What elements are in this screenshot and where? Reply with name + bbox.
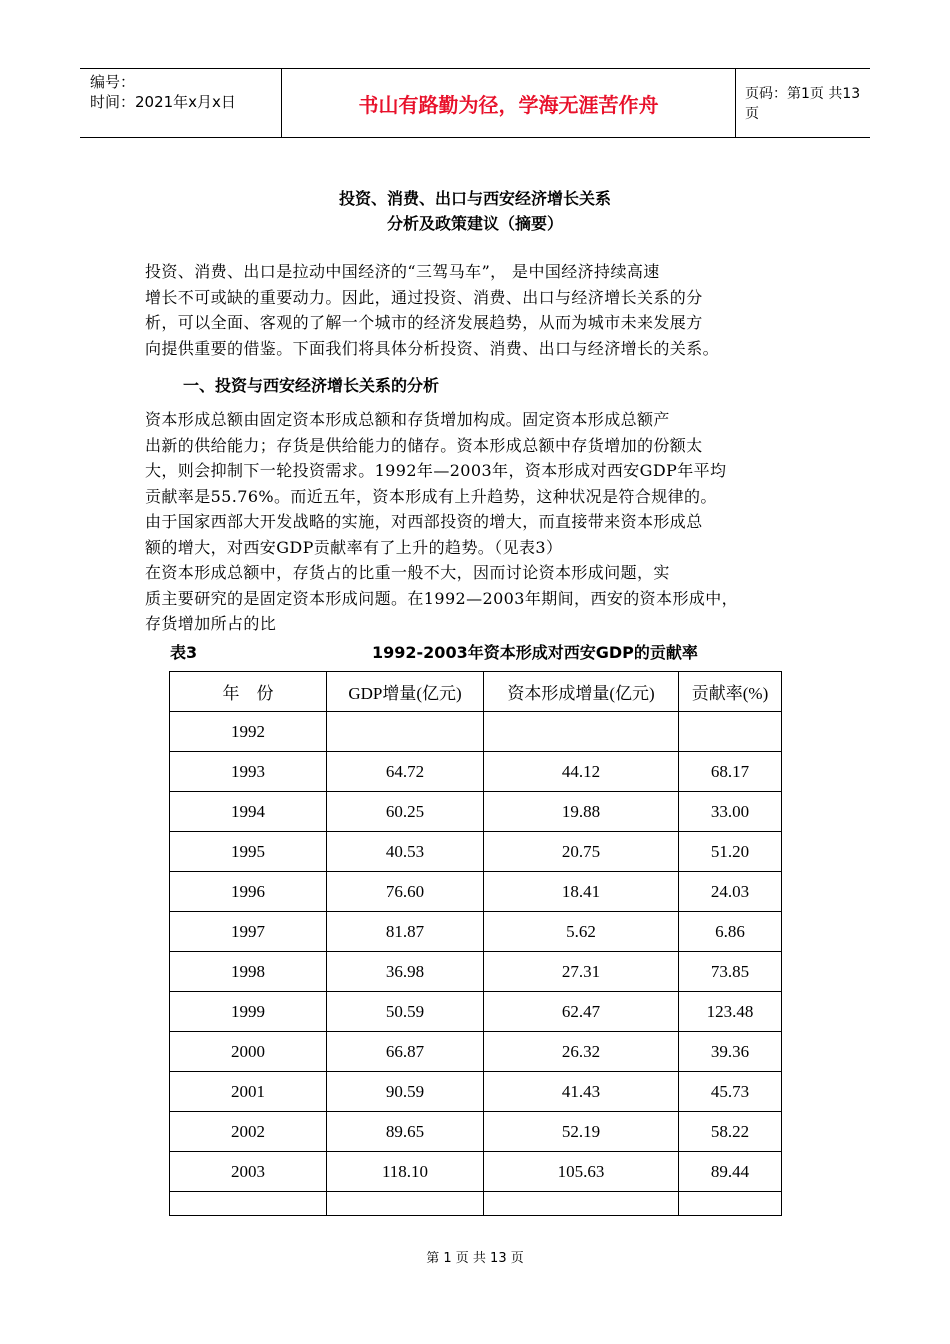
cell-year (170, 1192, 327, 1216)
paragraph-line: 质主要研究的是固定资本形成问题。在1992—2003年期间，西安的资本形成中， (145, 588, 739, 608)
cell-contribution-rate: 24.03 (679, 872, 782, 912)
cell-year: 2001 (170, 1072, 327, 1112)
cell-gdp-increment: 76.60 (327, 872, 484, 912)
table-row (170, 992, 782, 1032)
document-title-line1: 投资、消费、出口与西安经济增长关系 (338, 189, 611, 208)
table-row (170, 792, 782, 832)
cell-contribution-rate: 58.22 (679, 1112, 782, 1152)
column-header-contribution-rate: 贡献率(%) (679, 672, 782, 712)
table-row (170, 1152, 782, 1192)
intro-line: 增长不可或缺的重要动力。因此，通过投资、消费、出口与经济增长关系的分 (145, 287, 703, 307)
cell-contribution-rate: 45.73 (679, 1072, 782, 1112)
cell-contribution-rate: 39.36 (679, 1032, 782, 1072)
table-row (170, 952, 782, 992)
cell-contribution-rate: 89.44 (679, 1152, 782, 1192)
inventory-paragraph (145, 560, 810, 637)
cell-gdp-increment: 36.98 (327, 952, 484, 992)
table-row (170, 712, 782, 752)
cell-contribution-rate: 51.20 (679, 832, 782, 872)
paragraph-line: 大，则会抑制下一轮投资需求。1992年—2003年，资本形成对西安GDP年平均 (145, 461, 727, 480)
cell-gdp-increment: 90.59 (327, 1072, 484, 1112)
cell-capital-increment: 19.88 (484, 792, 679, 832)
cell-gdp-increment: 40.53 (327, 832, 484, 872)
cell-contribution-rate: 33.00 (679, 792, 782, 832)
header-left-cell (80, 69, 280, 137)
header-motto: 书山有路勤为径，学海无涯苦作舟 (358, 92, 659, 117)
cell-gdp-increment (327, 1192, 484, 1216)
cell-contribution-rate (679, 1192, 782, 1216)
cell-gdp-increment (327, 712, 484, 752)
cell-year: 2003 (170, 1152, 327, 1192)
page-footer: 第 1 页 共 13 页 (426, 1251, 524, 1266)
header-motto-cell (281, 69, 736, 137)
intro-line: 投资、消费、出口是拉动中国经济的“三驾马车”， 是中国经济持续高速 (145, 262, 660, 281)
table-row (170, 1072, 782, 1112)
header-page-info: 页码：第1页 共13页 (745, 86, 861, 122)
cell-capital-increment: 20.75 (484, 832, 679, 872)
column-header-capital-increment: 资本形成增量(亿元) (484, 672, 679, 712)
cell-contribution-rate: 123.48 (679, 992, 782, 1032)
cell-capital-increment: 62.47 (484, 992, 679, 1032)
cell-year: 1999 (170, 992, 327, 1032)
cell-year: 1996 (170, 872, 327, 912)
document-time-label: 时间：2021年x月x日 (90, 93, 236, 111)
cell-capital-increment: 105.63 (484, 1152, 679, 1192)
cell-gdp-increment: 66.87 (327, 1032, 484, 1072)
cell-capital-increment: 44.12 (484, 752, 679, 792)
cell-year: 1998 (170, 952, 327, 992)
cell-year: 1997 (170, 912, 327, 952)
capital-formation-paragraph (145, 407, 810, 560)
cell-capital-increment: 26.32 (484, 1032, 679, 1072)
paragraph-line: 出新的供给能力；存货是供给能力的储存。资本形成总额中存货增加的份额太 (145, 435, 703, 455)
cell-contribution-rate: 73.85 (679, 952, 782, 992)
table-row (170, 752, 782, 792)
cell-capital-increment: 5.62 (484, 912, 679, 952)
table-caption: 1992-2003年资本形成对西安GDP的贡献率 (372, 643, 698, 662)
paragraph-line: 在资本形成总额中，存货占的比重一般不大，因而讨论资本形成问题，实 (145, 563, 670, 582)
cell-capital-increment: 18.41 (484, 872, 679, 912)
document-title-line2: 分析及政策建议（摘要） (386, 214, 563, 233)
cell-year: 1994 (170, 792, 327, 832)
cell-gdp-increment: 81.87 (327, 912, 484, 952)
paragraph-line: 额的增大，对西安GDP贡献率有了上升的趋势。（见表3） (145, 537, 563, 557)
paragraph-line: 由于国家西部大开发战略的实施，对西部投资的增大，而直接带来资本形成总 (145, 512, 703, 531)
cell-gdp-increment: 64.72 (327, 752, 484, 792)
cell-year: 1992 (170, 712, 327, 752)
cell-capital-increment: 52.19 (484, 1112, 679, 1152)
cell-year: 1993 (170, 752, 327, 792)
cell-contribution-rate: 68.17 (679, 752, 782, 792)
cell-year: 2002 (170, 1112, 327, 1152)
cell-gdp-increment: 118.10 (327, 1152, 484, 1192)
page-header (80, 68, 870, 138)
contribution-table (169, 671, 782, 1216)
paragraph-line: 存货增加所占的比 (145, 614, 277, 633)
cell-capital-increment: 41.43 (484, 1072, 679, 1112)
table-row (170, 1032, 782, 1072)
document-number-label: 编号： (90, 73, 136, 91)
cell-capital-increment (484, 712, 679, 752)
table-row (170, 912, 782, 952)
intro-line: 向提供重要的借鉴。下面我们将具体分析投资、消费、出口与经济增长的关系。 (145, 338, 720, 358)
cell-year: 1995 (170, 832, 327, 872)
cell-capital-increment (484, 1192, 679, 1216)
cell-year: 2000 (170, 1032, 327, 1072)
table-row (170, 1112, 782, 1152)
table-row (170, 872, 782, 912)
column-header-year: 年 份 (170, 672, 327, 712)
table-row (170, 1192, 782, 1216)
cell-capital-increment: 27.31 (484, 952, 679, 992)
cell-contribution-rate (679, 712, 782, 752)
cell-gdp-increment: 50.59 (327, 992, 484, 1032)
paragraph-line: 资本形成总额由固定资本形成总额和存货增加构成。固定资本形成总额产 (145, 410, 670, 429)
table-label: 表3 (170, 643, 198, 662)
intro-paragraph (145, 259, 810, 361)
column-header-gdp-increment: GDP增量(亿元) (327, 672, 484, 712)
table-header-row (170, 672, 782, 712)
table-row (170, 832, 782, 872)
cell-contribution-rate: 6.86 (679, 912, 782, 952)
intro-line: 析，可以全面、客观的了解一个城市的经济发展趋势，从而为城市未来发展方 (145, 313, 703, 332)
section-heading: 一、投资与西安经济增长关系的分析 (183, 376, 440, 395)
paragraph-line: 贡献率是55.76%。而近五年，资本形成有上升趋势，这种状况是符合规律的。 (145, 486, 717, 506)
cell-gdp-increment: 89.65 (327, 1112, 484, 1152)
cell-gdp-increment: 60.25 (327, 792, 484, 832)
